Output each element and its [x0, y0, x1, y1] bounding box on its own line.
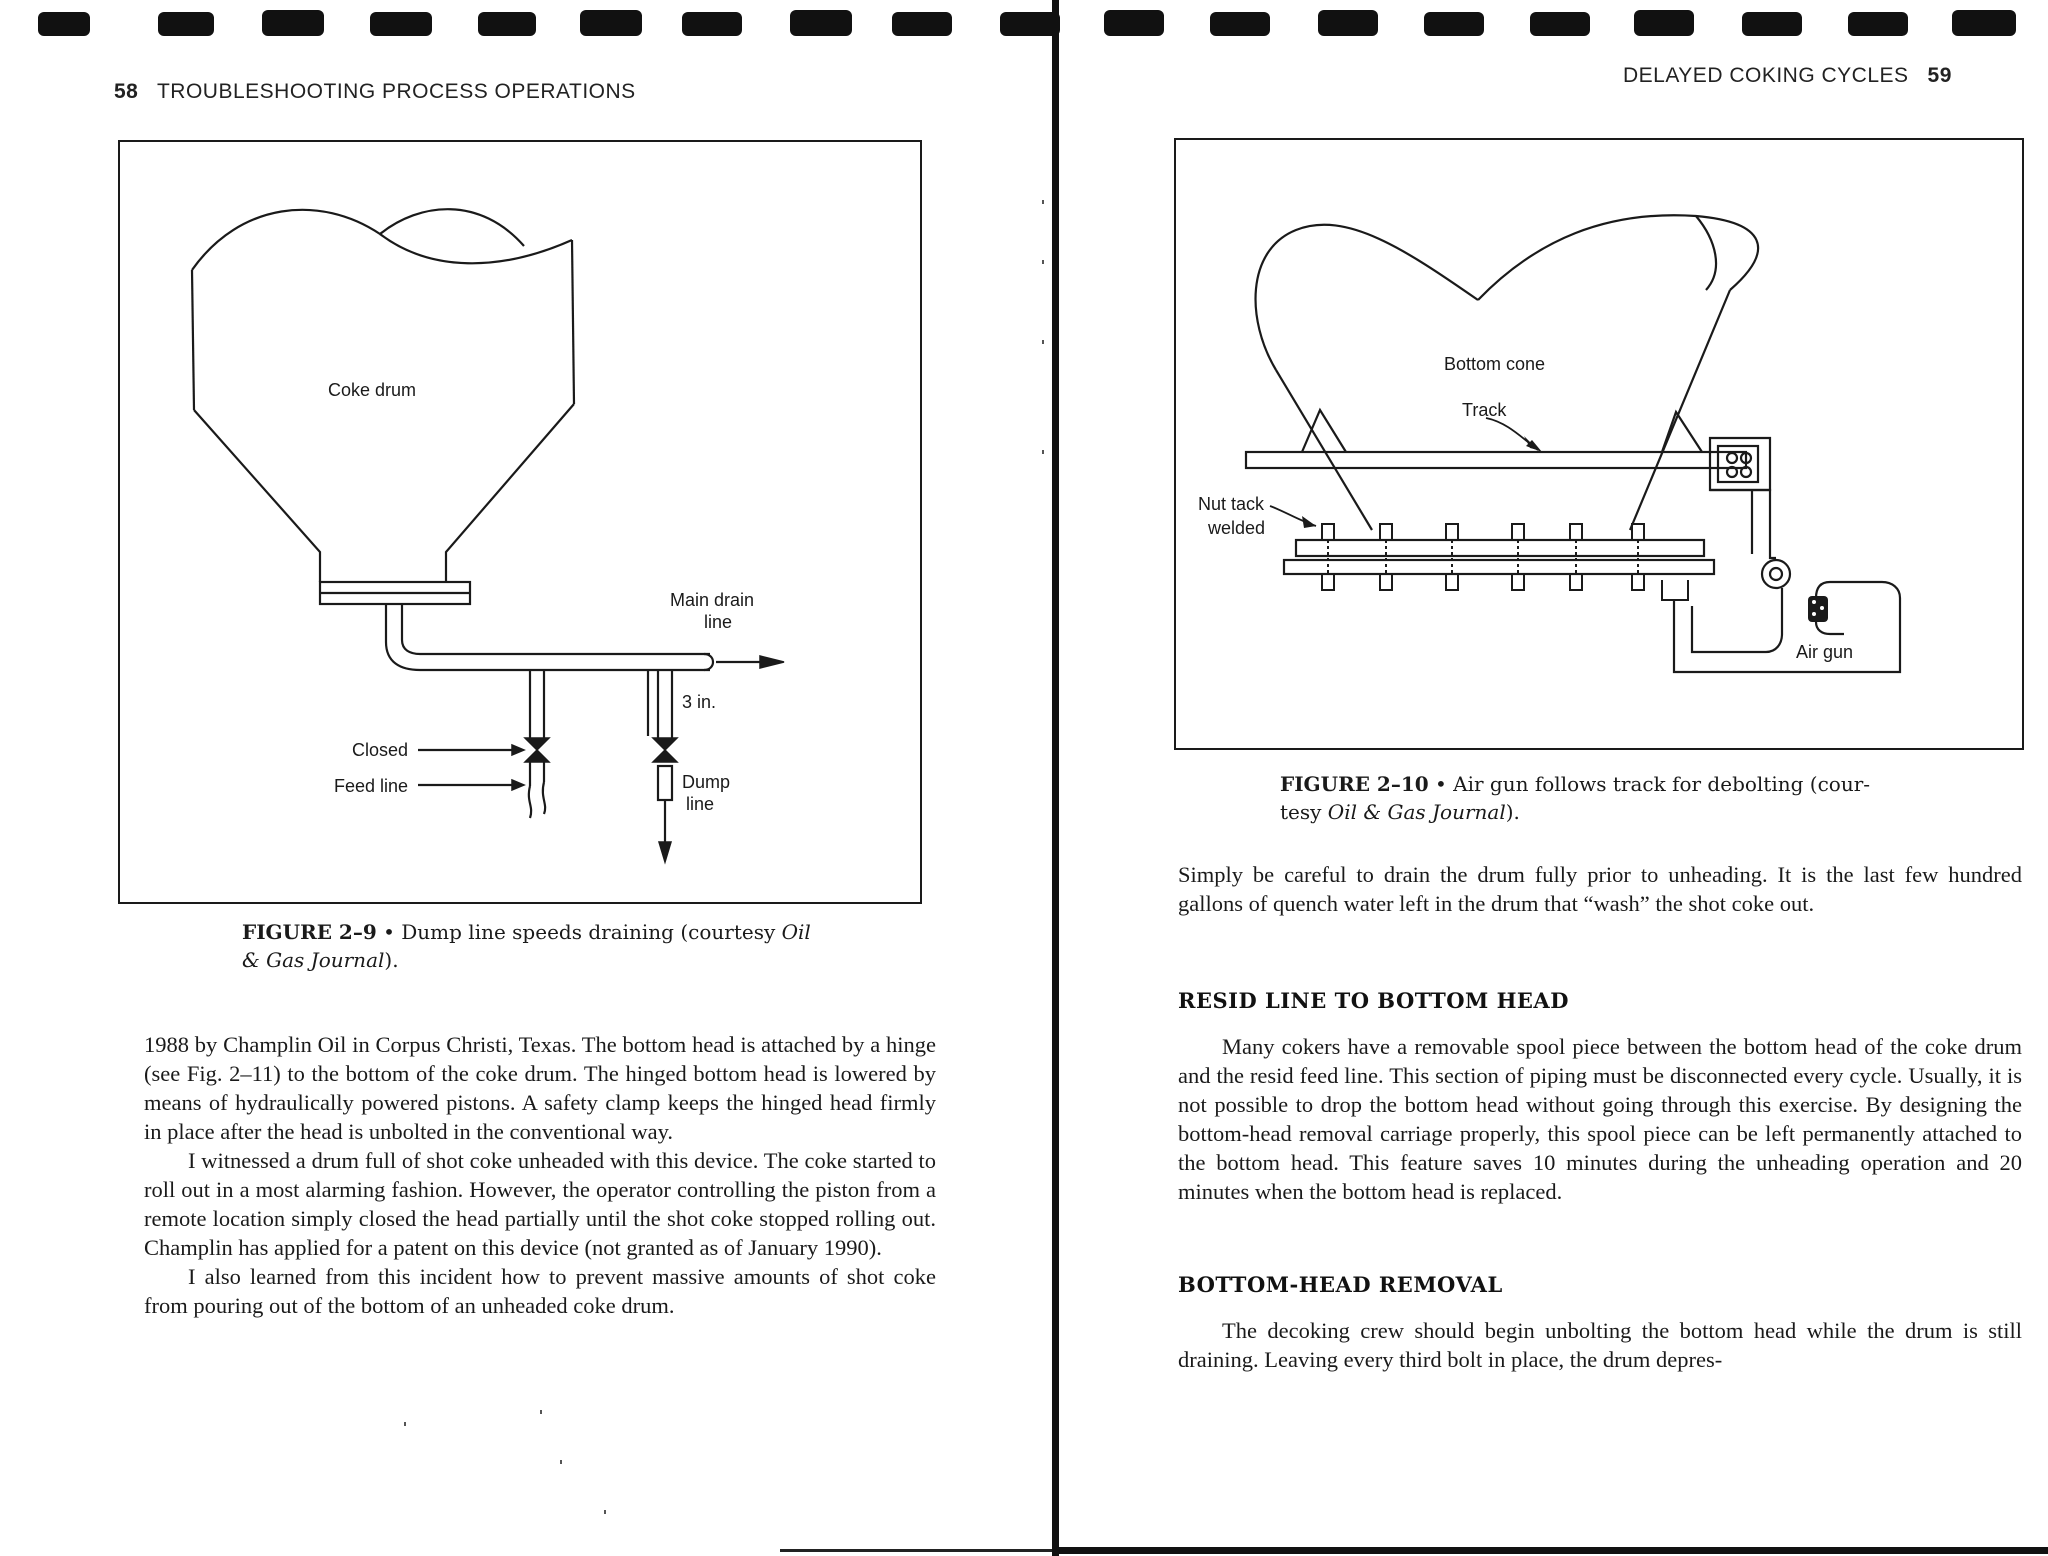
- caption-label: FIGURE 2–10: [1280, 772, 1429, 796]
- nut-tack-label-2: welded: [1208, 518, 1266, 538]
- feed-line-label: Feed line: [334, 776, 409, 796]
- dump-valve-bottom: [653, 750, 677, 762]
- right-running-head: [1623, 64, 1952, 88]
- left-running-head: [114, 80, 636, 104]
- coke-drum-label: Coke drum: [328, 380, 417, 400]
- bottom-edge-shadow: [780, 1549, 1052, 1552]
- bottom-cone-label: Bottom cone: [1444, 354, 1546, 374]
- track-rail: [1246, 452, 1746, 468]
- main-drain-pipe-top: [402, 604, 710, 654]
- speck: [560, 1460, 562, 1464]
- closed-valve-top: [525, 738, 549, 750]
- closed-valve-bottom: [525, 750, 549, 762]
- paragraph: I also learned from this incident how to prevent massive amounts of shot coke from pouring out of the bottom of an unheaded coke drum.: [144, 1264, 936, 1318]
- air-gun-debolting-diagram: [1176, 140, 2022, 748]
- caption-end: ).: [384, 948, 399, 972]
- caption-italic: Oil & Gas Journal: [1327, 800, 1506, 824]
- section-heading-bottom-head-removal: BOTTOM-HEAD REMOVAL: [1178, 1272, 1503, 1297]
- air-gun-icon: [1808, 596, 1828, 622]
- paragraph: The decoking crew should begin unbolting the bottom head while the drum is still draining. Leaving every third bolt in place, the drum depres-: [1178, 1318, 2022, 1372]
- track-label: Track: [1462, 400, 1507, 420]
- cone-left-rim: [1256, 225, 1478, 370]
- cone-left-side: [1276, 370, 1372, 530]
- dump-label-2: line: [686, 794, 715, 814]
- caption-end: ).: [1505, 800, 1520, 824]
- section-body-resid-line: [1178, 1032, 2022, 1206]
- figure-2-9-caption: [242, 918, 862, 974]
- paragraph: I witnessed a drum full of shot coke unheaded with this device. The coke started to roll out in a most alarming fashion. However, the operator controlling the piston from a remote location simply closed the head partially until the shot coke stopped rolling out. Champlin has applied for a patent on this device (not granted as of January 1990).: [144, 1148, 936, 1260]
- caption-text-2: tesy: [1280, 800, 1328, 824]
- speck: [604, 1510, 606, 1514]
- nut-tack-label-1: Nut tack: [1198, 494, 1265, 514]
- air-gun-label: Air gun: [1796, 642, 1854, 662]
- main-drain-label-1: Main drain: [670, 590, 755, 610]
- drum-left-wall: [192, 270, 194, 410]
- caption-italic-2: & Gas Journal: [242, 948, 385, 972]
- dump-valve-top: [653, 738, 677, 750]
- right-page: [1058, 0, 2048, 1556]
- speck: [1042, 450, 1044, 454]
- figure-2-9: [118, 140, 922, 904]
- dump-arrowhead: [659, 842, 671, 862]
- main-drain-pipe-bottom: [386, 604, 710, 670]
- cone-right-side: [1630, 290, 1730, 530]
- figure-2-10: [1174, 138, 2024, 750]
- intro-paragraph: [1178, 860, 2022, 918]
- air-hose: [1674, 582, 1900, 672]
- drain-arrowhead: [760, 656, 784, 668]
- page-number: 58: [114, 80, 139, 103]
- section-heading-resid-line: RESID LINE TO BOTTOM HEAD: [1178, 988, 1569, 1013]
- drum-back-edge: [380, 234, 572, 263]
- dump-label-1: Dump: [682, 772, 731, 792]
- speck: [1042, 260, 1044, 264]
- air-gun-wheel: [1762, 560, 1790, 588]
- caption-italic-1: Oil: [781, 920, 811, 944]
- caption-label: FIGURE 2–9: [242, 920, 377, 944]
- paragraph: 1988 by Champlin Oil in Corpus Christi, Texas. The bottom head is attached by a hinge (see Fig. 2–11) to the bottom of the coke drum. The hinged bottom head is lowered by means of hydraulically powered pistons. A safety clamp keeps the hinged head firmly in place after the head is unbolted in the conventional way.: [144, 1032, 936, 1144]
- closed-label: Closed: [352, 740, 409, 760]
- paragraph: Many cokers have a removable spool piece between the bottom head of the coke drum and the resid feed line. This section of piping must be disconnected every cycle. Usually, it is not possible to drop the bottom head without going through this exercise. By designing the bottom-head removal carriage properly, this spool piece can be left permanently attached to the bottom head. This feature saves 10 minutes during the unheading operation and 20 minutes when the bottom head is replaced.: [1178, 1034, 2022, 1204]
- page-number: 59: [1927, 64, 1952, 87]
- speck: [540, 1410, 542, 1414]
- left-body-text: [144, 1030, 936, 1320]
- paragraph: Simply be careful to drain the drum fully prior to unheading. It is the last few hundred gallons of quench water left in the drum that “wash” the shot coke out.: [1178, 862, 2022, 916]
- running-head-title: TROUBLESHOOTING PROCESS OPERATIONS: [156, 80, 636, 103]
- speck: [404, 1422, 406, 1426]
- speck: [1042, 200, 1044, 204]
- running-head-title: DELAYED COKING CYCLES: [1623, 64, 1909, 87]
- section-body-bottom-head-removal: [1178, 1316, 2022, 1374]
- dump-line-diagram: [120, 142, 920, 902]
- three-inch-label: 3 in.: [682, 692, 717, 712]
- cone-right: [446, 404, 574, 582]
- caption-text-1: • Air gun follows track for debolting (cour-: [1428, 772, 1871, 796]
- dump-line-stub: [658, 766, 672, 800]
- upper-flange: [1296, 540, 1704, 556]
- speck: [1042, 340, 1044, 344]
- bolt-row: [1322, 524, 1688, 600]
- cone-left: [194, 410, 320, 582]
- lower-flange: [1284, 560, 1714, 574]
- caption-text: • Dump line speeds draining (courtesy: [376, 920, 782, 944]
- drum-right-wall: [572, 240, 574, 404]
- main-drain-label-2: line: [704, 612, 733, 632]
- figure-2-10-caption: [1280, 770, 1920, 826]
- drum-top-edge: [192, 209, 524, 270]
